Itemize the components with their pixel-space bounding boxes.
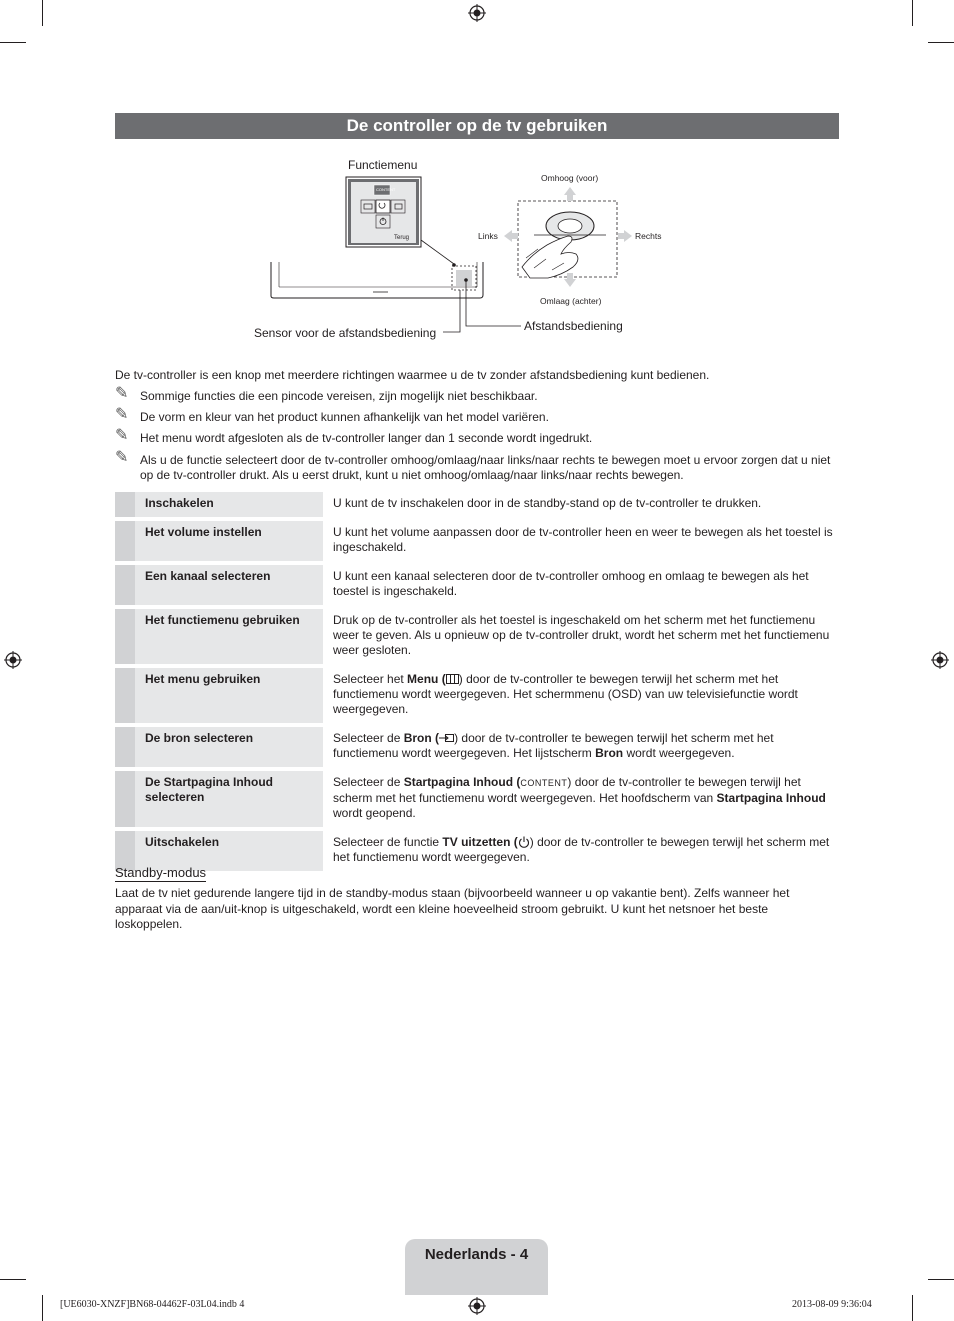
function-description: Selecteer de functie TV uitzetten ( ) door de tv-controller te bewegen terwijl het scherm met het functiemenu wordt weergegeven. <box>333 829 839 873</box>
row-marker <box>115 769 135 829</box>
menu-terug-label: Terug <box>394 235 410 241</box>
crop-mark <box>42 0 43 26</box>
function-description: Selecteer het Menu ( ) door de tv-controller te bewegen terwijl het scherm met het functiemenu wordt weergegeven. Het schermmenu (OSD) van uw televisiefunctie wordt weergegeven. <box>333 666 839 725</box>
row-marker <box>115 563 135 607</box>
crop-mark <box>0 42 26 43</box>
footer-timestamp: 2013-08-09 9:36:04 <box>792 1299 872 1310</box>
note <box>115 385 839 404</box>
note <box>115 406 839 425</box>
table-row <box>115 829 839 873</box>
registration-mark-icon <box>468 4 486 22</box>
table-row <box>115 519 839 563</box>
menu-icon <box>446 674 459 684</box>
row-marker <box>115 666 135 725</box>
table-row <box>115 563 839 607</box>
function-name: Inschakelen <box>135 492 323 519</box>
pencil-note-icon: ✎ <box>115 449 129 466</box>
crop-mark <box>42 1295 43 1321</box>
omlaag-label: Omlaag (achter) <box>540 296 602 306</box>
omhoog-label: Omhoog (voor) <box>541 173 599 183</box>
table-row <box>115 666 839 725</box>
function-name: Het functiemenu gebruiken <box>135 607 323 666</box>
function-name: Het menu gebruiken <box>135 666 323 725</box>
crop-mark <box>912 0 913 26</box>
crop-mark <box>912 1295 913 1321</box>
afstandsbediening-label: Afstandsbediening <box>524 319 623 333</box>
function-name: Uitschakelen <box>135 829 323 873</box>
sensor-label: Sensor voor de afstandsbediening <box>254 326 437 340</box>
menu-content-label: CONTENT <box>376 187 396 192</box>
function-description: U kunt de tv inschakelen door in de standby-stand op de tv-controller te drukken. <box>333 492 839 519</box>
function-name: Een kanaal selecteren <box>135 563 323 607</box>
controller-diagram <box>240 150 680 350</box>
row-marker <box>115 519 135 563</box>
note <box>115 427 839 446</box>
row-marker <box>115 725 135 769</box>
function-name: Het volume instellen <box>135 519 323 563</box>
note-text: Sommige functies die een pincode vereisen, zijn mogelijk niet beschikbaar. <box>140 389 538 403</box>
table-row <box>115 725 839 769</box>
power-icon <box>518 836 530 848</box>
content-icon: CONTENT <box>520 778 568 788</box>
function-description: U kunt het volume aanpassen door de tv-controller heen en weer te bewegen als het toestel is ingeschakeld. <box>333 519 839 563</box>
pencil-note-icon: ✎ <box>115 406 129 423</box>
note-text: De vorm en kleur van het product kunnen afhankelijk van het model variëren. <box>140 410 549 424</box>
crop-mark <box>0 1279 26 1280</box>
page-title: De controller op de tv gebruiken <box>115 113 839 139</box>
rechts-label: Rechts <box>635 231 662 241</box>
pencil-note-icon: ✎ <box>115 385 129 402</box>
row-marker <box>115 607 135 666</box>
page-number-tab: Nederlands - 4 <box>405 1239 548 1295</box>
function-name: De bron selecteren <box>135 725 323 769</box>
functiemenu-label: Functiemenu <box>348 158 418 172</box>
crop-mark <box>928 1279 954 1280</box>
standby-heading: Standby-modus <box>115 865 207 880</box>
note-text: Als u de functie selecteert door de tv-controller omhoog/omlaag/naar links/naar rechts te bewegen moet u ervoor zorgen dat u niet op de tv-controller drukt. Als u eerst drukt, kunt u niet omhoog/omlaag/naar links/naar rechts bewegen. <box>140 453 831 482</box>
registration-mark-icon <box>4 651 22 669</box>
function-description: Druk op de tv-controller als het toestel is ingeschakeld om het scherm met het functiemenu weer te geven. Als u opnieuw op de tv-controller drukt, wordt het scherm met het functiemenu weer gesloten. <box>333 607 839 666</box>
note-text: Het menu wordt afgesloten als de tv-controller langer dan 1 seconde wordt ingedrukt. <box>140 431 593 445</box>
function-description: Selecteer de Startpagina Inhoud (CONTENT) door de tv-controller te bewegen terwijl het scherm met het functiemenu wordt weergegeven. Het hoofdscherm van Startpagina Inhoud wordt geopend. <box>333 769 839 829</box>
registration-mark-icon <box>931 651 949 669</box>
note <box>115 449 839 483</box>
source-icon <box>439 733 454 743</box>
functions-table <box>115 492 839 875</box>
pencil-note-icon: ✎ <box>115 427 129 444</box>
table-row <box>115 769 839 829</box>
function-description: U kunt een kanaal selecteren door de tv-controller omhoog en omlaag te bewegen als het toestel is ingeschakeld. <box>333 563 839 607</box>
links-label: Links <box>478 231 498 241</box>
table-row <box>115 492 839 519</box>
intro-text: De tv-controller is een knop met meerdere richtingen waarmee u de tv zonder afstandsbediening kunt bedienen. <box>115 368 710 382</box>
registration-mark-icon <box>468 1297 486 1315</box>
row-marker <box>115 492 135 519</box>
crop-mark <box>928 42 954 43</box>
standby-text: Laat de tv niet gedurende langere tijd in de standby-modus staan (bijvoorbeeld wanneer u op vakantie bent). Zelfs wanneer het apparaat via de aan/uit-knop is uitgeschakeld, wordt een kleine hoeveelheid stroom gebruikt. U kunt het netsnoer het beste loskoppelen. <box>115 886 790 931</box>
function-name: De Startpagina Inhoud selecteren <box>135 769 323 829</box>
table-row <box>115 607 839 666</box>
footer-file-info: [UE6030-XNZF]BN68-04462F-03L04.indb 4 <box>60 1299 245 1310</box>
function-description: Selecteer de Bron ( ) door de tv-controller te bewegen terwijl het scherm met het functiemenu wordt weergegeven. Het lijstscherm Bron wordt weergegeven. <box>333 725 839 769</box>
